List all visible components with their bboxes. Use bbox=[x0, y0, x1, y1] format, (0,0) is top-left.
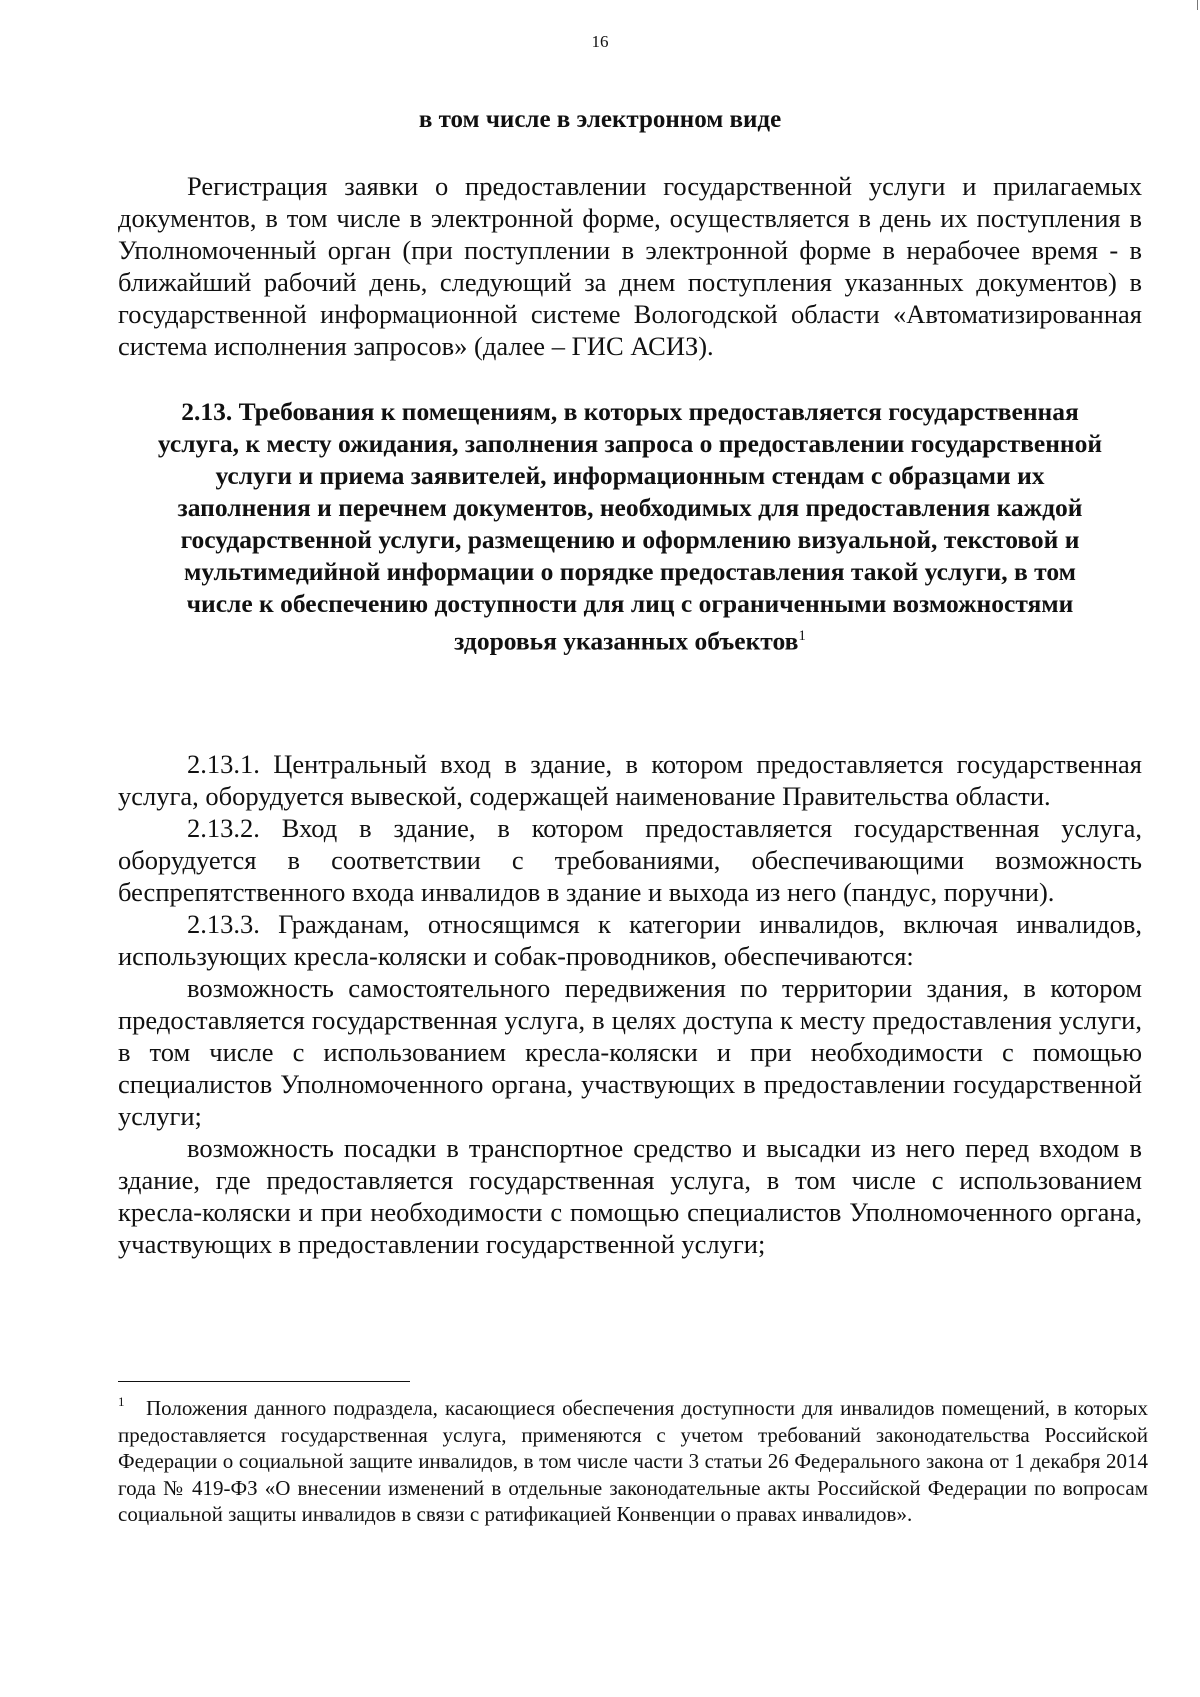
section-title bbox=[150, 396, 1110, 658]
paragraph: возможность посадки в транспортное средство и высадки из него перед входом в здание, где предоставляется государственная услуга, в том числе с использованием кресла-коляски и при необходимости с помощью специалистов Уполномоченного органа, участвующих в предоставлении государственной услуги; bbox=[118, 1133, 1142, 1259]
section-heading-continuation: в том числе в электронном виде bbox=[418, 106, 782, 133]
paragraph: 2.13.2. Вход в здание, в котором предоставляется государственная услуга, оборудуется в соответствии с требованиями, обеспечивающими возможность беспрепятственного входа инвалидов в здание и выхода из него (пандус, поручни). bbox=[118, 813, 1142, 907]
page-number: 16 bbox=[591, 32, 609, 51]
paragraph: 2.13.3. Гражданам, относящимся к категории инвалидов, включая инвалидов, использующих кресла-коляски и собак-проводников, обеспечиваются: bbox=[118, 909, 1142, 971]
section-title-text: 2.13. Требования к помещениям, в которых предоставляется государственная услуга, к месту ожидания, заполнения запроса о предоставлении государственной услуги и приема заявителей, информационным стендам с образцами их заполнения и перечнем документов, необходимых для предоставления каждой государственной услуги, размещению и оформлению визуальной, текстовой и мультимедийной информации о порядке предоставления такой услуги, в том числе к обеспечению доступности для лиц с ограниченными возможностями здоровья указанных объектов bbox=[157, 397, 1103, 656]
requirements-text-block bbox=[118, 748, 1142, 1260]
paragraph: 2.13.1. Центральный вход в здание, в котором предоставляется государственная услуга, оборудуется вывеской, содержащей наименование Правительства области. bbox=[118, 749, 1142, 811]
footnote bbox=[118, 1395, 1148, 1528]
footnote-divider bbox=[118, 1381, 410, 1382]
registration-text-block bbox=[118, 170, 1142, 362]
footnote-reference[interactable]: 1 bbox=[798, 628, 806, 644]
footnote-mark: 1 bbox=[118, 1394, 125, 1409]
footnote-text: Положения данного подраздела, касающиеся обеспечения доступности для инвалидов помещений, в которых предоставляется государственная услуга, применяются с учетом требований законодательства Российской Федерации о социальной защите инвалидов, в том числе части 3 статьи 26 Федерального закона от 1 декабря 2014 года № 419-ФЗ «О внесении изменений в отдельные законодательные акты Российской Федерации по вопросам социальной защиты инвалидов в связи с ратификацией Конвенции о правах инвалидов». bbox=[118, 1396, 1148, 1526]
paragraph: возможность самостоятельного передвижения по территории здания, в котором предоставляется государственная услуга, в целях доступа к месту предоставления услуги, в том числе с использованием кресла-коляски и при необходимости с помощью специалистов Уполномоченного органа, участвующих в предоставлении государственной услуги; bbox=[118, 973, 1142, 1131]
scan-edge-mark bbox=[1197, 0, 1198, 10]
paragraph: Регистрация заявки о предоставлении государственной услуги и прилагаемых документов, в том числе в электронной форме, осуществляется в день их поступления в Уполномоченный орган (при поступлении в электронной форме в нерабочее время - в ближайший рабочий день, следующий за днем поступления указанных документов) в государственной информационной системе Вологодской области «Автоматизированная система исполнения запросов» (далее – ГИС АСИЗ). bbox=[118, 171, 1142, 361]
